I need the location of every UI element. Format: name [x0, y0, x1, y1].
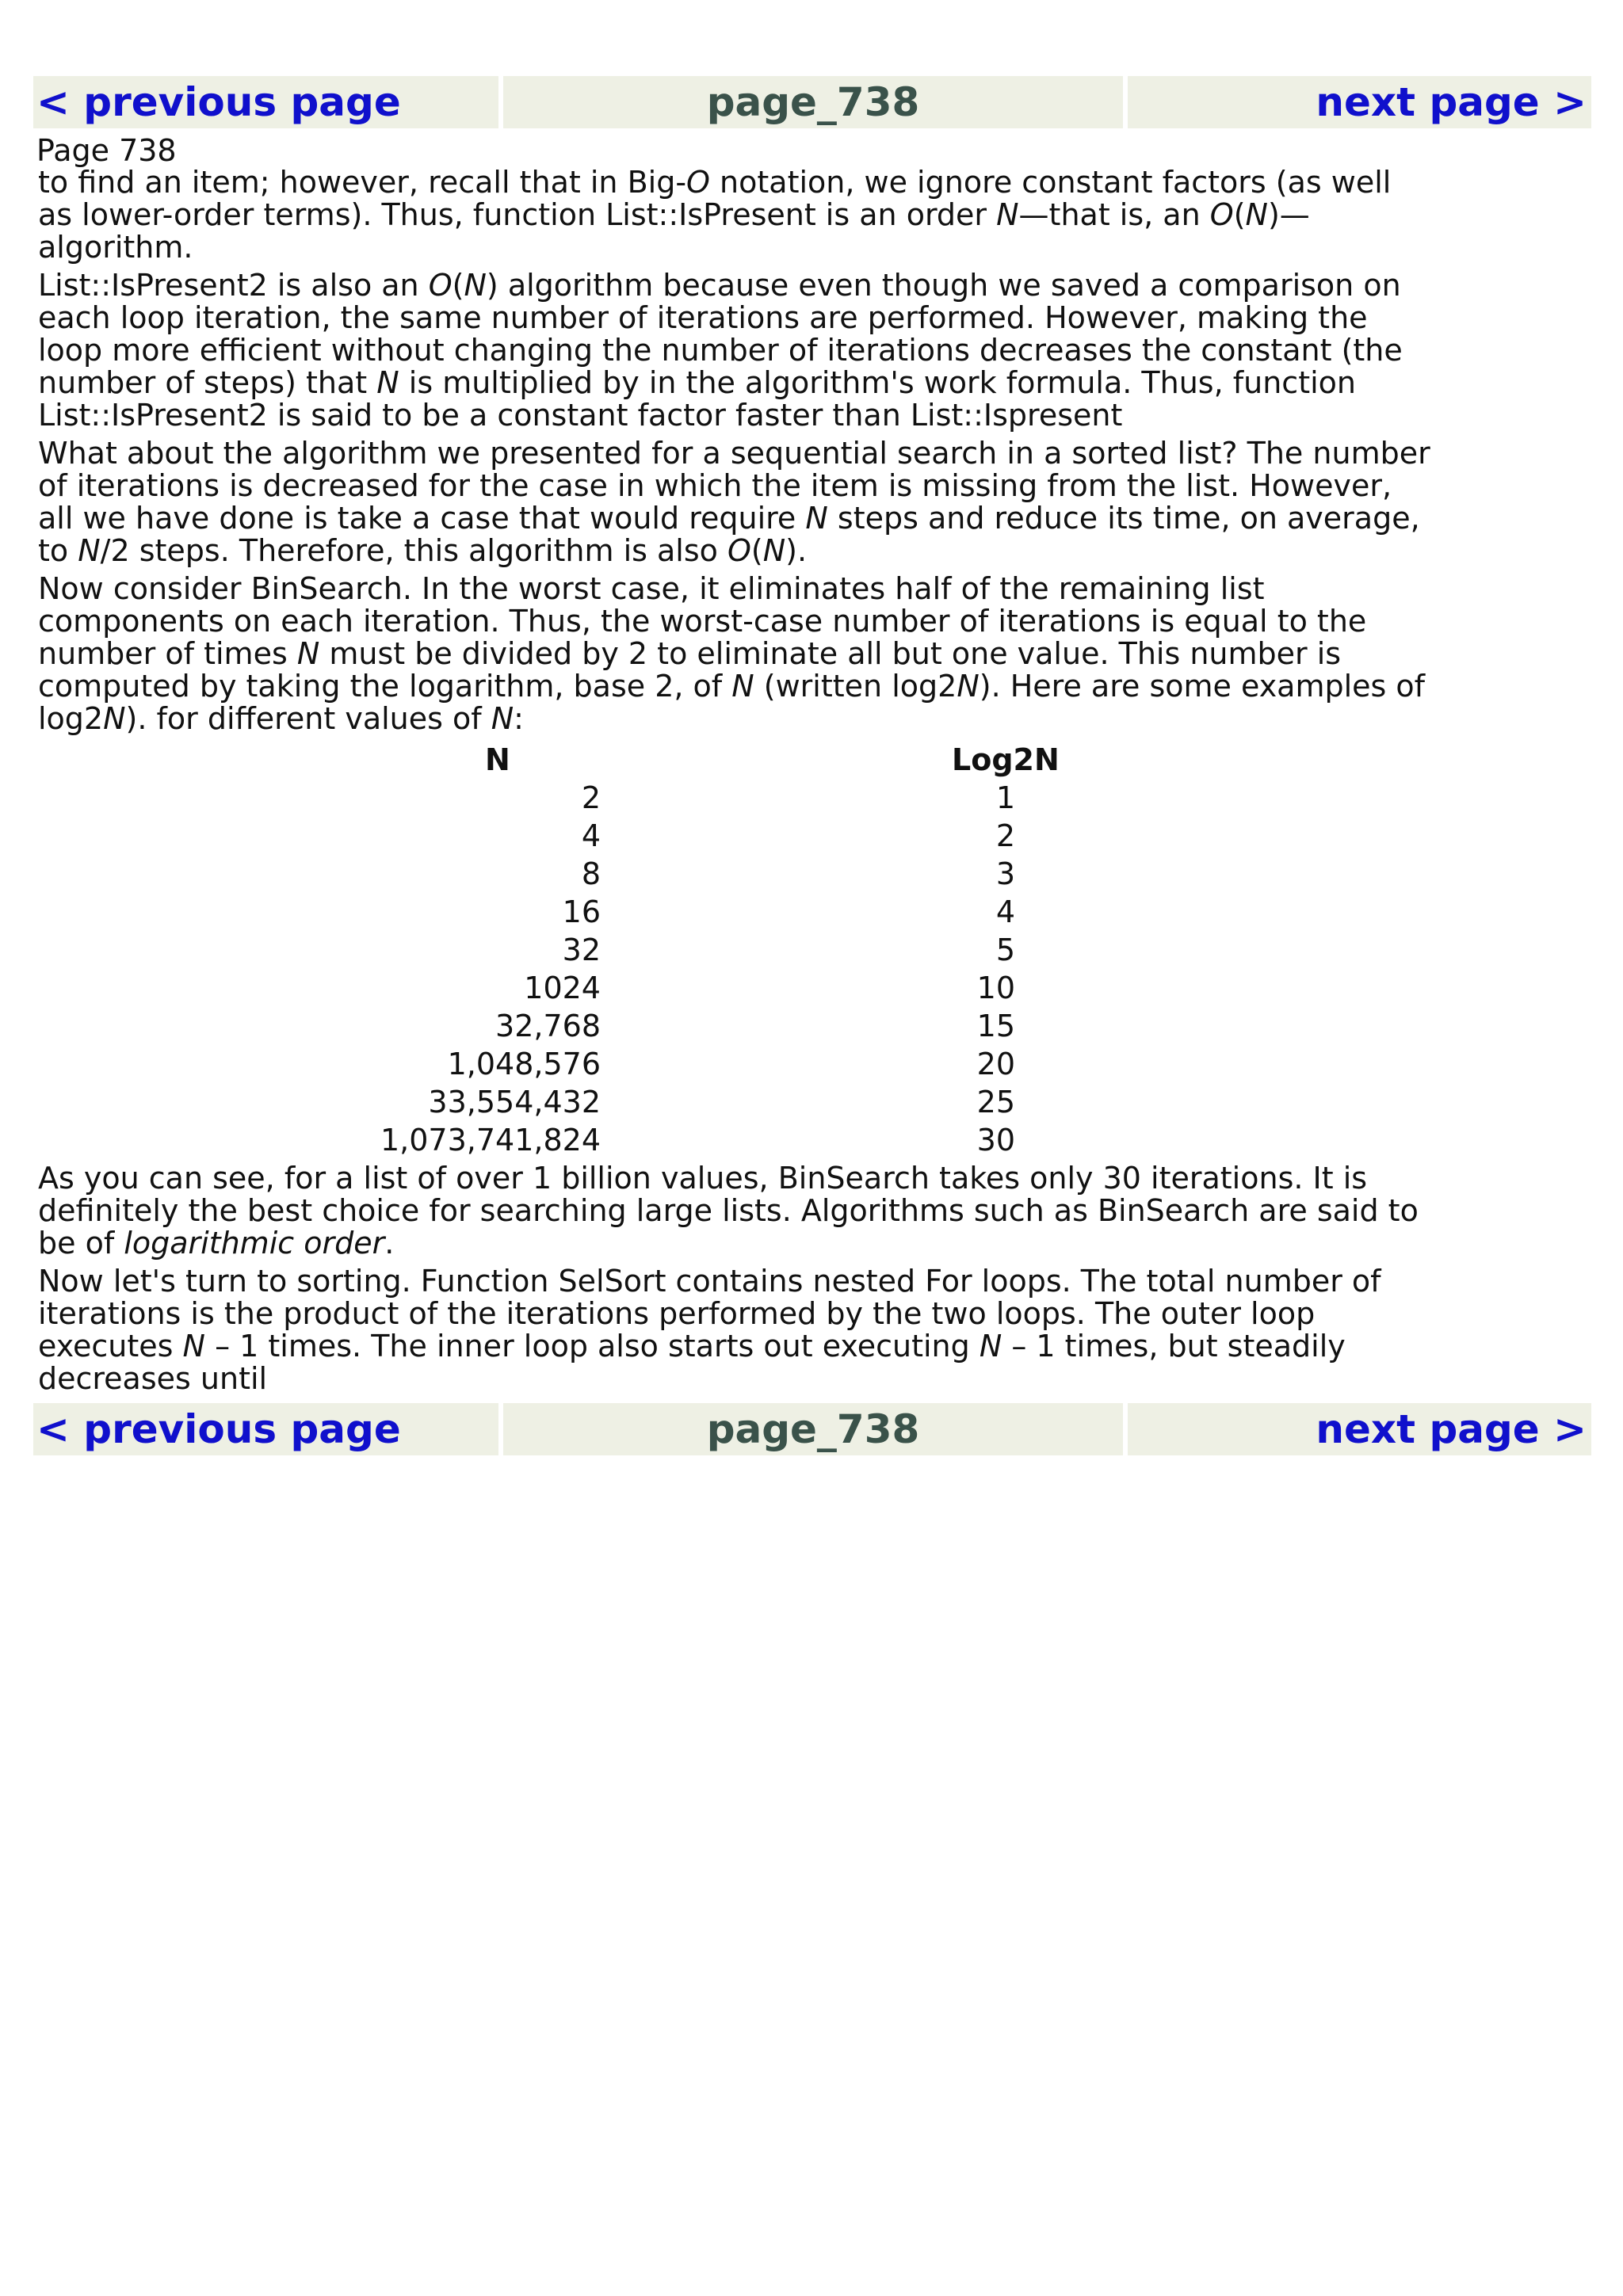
paragraph-6 [38, 1265, 1431, 1395]
italic-run: N [78, 533, 101, 568]
top-nav-prev-cell [33, 76, 498, 128]
text-run: ) algorithm because even though we saved a comparison on each loop iteration, the same number of iterations are performed. However, making the loop more efficient without changing the number of iterations decreases the constant (the number of steps) that [38, 268, 1403, 400]
table-cell-n: 16 [562, 894, 601, 929]
top-nav-title-cell [503, 76, 1123, 128]
bottom-previous-page-link[interactable]: < previous page [36, 1406, 401, 1452]
table-cell-n: 2 [581, 780, 601, 815]
italic-run: O [428, 268, 453, 303]
paragraph-2 [38, 269, 1431, 432]
table-row [36, 931, 1431, 969]
table-cell-log2n: 3 [995, 856, 1015, 891]
text-run: ( [452, 268, 464, 303]
table-cell-log2n: 30 [976, 1123, 1015, 1158]
italic-run: O [727, 533, 751, 568]
table-cell-log2n: 25 [976, 1085, 1015, 1119]
table-cell-n: 1,073,741,824 [380, 1123, 601, 1158]
text-run: (written log2 [754, 669, 957, 704]
text-run: /2 steps. Therefore, this algorithm is also [100, 533, 727, 568]
top-page-title: page_738 [706, 79, 920, 125]
table-cell-n: 1,048,576 [447, 1047, 601, 1081]
paragraph-1 [38, 166, 1431, 264]
table-header-log2n: Log2N [952, 742, 1060, 777]
top-navbar [33, 76, 1591, 128]
text-run: steps and reduce its time, on average, to [38, 501, 1420, 568]
paragraph-4 [38, 573, 1431, 735]
italic-run: logarithmic order [124, 1226, 385, 1261]
table-row [36, 1121, 1431, 1159]
page-content [33, 128, 1431, 1403]
bottom-navbar [33, 1403, 1591, 1455]
table-row [36, 855, 1431, 893]
text-run: What about the algorithm we presented for a sequential search in a sorted list? The number of iterations is decreased for the case in which the item is missing from the list. However, all we have done is take a case that would require [38, 436, 1430, 536]
italic-run: N [805, 501, 828, 536]
table-row [36, 1007, 1431, 1045]
text-run: to find an item; however, recall that in Big- [38, 165, 687, 200]
text-run: – 1 times. The inner loop also starts out executing [204, 1329, 980, 1363]
text-run: ( [750, 533, 763, 568]
table-cell-log2n: 10 [976, 971, 1015, 1005]
italic-run: N [103, 701, 126, 736]
table-header-row [36, 741, 1431, 779]
text-run: notation, we ignore constant factors (as well as lower-order terms). Thus, function List::IsPresent is an order [38, 165, 1392, 232]
italic-run: N [491, 701, 514, 736]
text-run: is multiplied by in the algorithm's work formula. Thus, function List::IsPresent2 is said to be a constant factor faster than List::Ispresent [38, 365, 1356, 433]
table-cell-log2n: 1 [995, 780, 1015, 815]
italic-run: N [957, 669, 980, 704]
table-cell-n: 32 [562, 933, 601, 967]
italic-run: O [1209, 197, 1234, 232]
text-run: ). for different values of [125, 701, 491, 736]
table-cell-log2n: 5 [995, 933, 1015, 967]
italic-run: N [182, 1329, 205, 1363]
table-header-n: N [485, 742, 510, 777]
text-run: – 1 times, but steadily decreases until [38, 1329, 1346, 1396]
text-run: : [514, 701, 524, 736]
top-nav-next-cell [1128, 76, 1591, 128]
log2-table [36, 741, 1431, 1158]
table-row [36, 969, 1431, 1007]
text-run: ). Here are some examples of log2 [38, 669, 1426, 736]
italic-run: O [686, 165, 710, 200]
bottom-nav-prev-cell [33, 1403, 498, 1455]
text-run: Now consider BinSearch. In the worst case, it eliminates half of the remaining list components on each iteration. Thus, the worst-case number of iterations is equal to the number of times [38, 571, 1367, 671]
table-row [36, 779, 1431, 817]
italic-run: N [731, 669, 754, 704]
text-run: must be divided by 2 to eliminate all but one value. This number is computed by taking the logarithm, base 2, of [38, 636, 1342, 704]
table-row [36, 893, 1431, 931]
text-run: ). [785, 533, 808, 568]
text-run: As you can see, for a list of over 1 billion values, BinSearch takes only 30 iterations. It is definitely the best choice for searching large lists. Algorithms such as BinSearch are said to be of [38, 1161, 1419, 1261]
table-cell-n: 32,768 [495, 1009, 601, 1043]
italic-run: N [979, 1329, 1002, 1363]
text-run: ( [1233, 197, 1246, 232]
italic-run: N [464, 268, 487, 303]
page-number-label: Page 738 [36, 133, 177, 168]
table-cell-n: 1024 [524, 971, 601, 1005]
italic-run: N [1245, 197, 1268, 232]
italic-run: N [296, 636, 320, 671]
text-run: Now let's turn to sorting. Function SelSort contains nested For loops. The total number of iterations is the product of the iterations performed by the two loops. The outer loop executes [38, 1264, 1381, 1363]
text-run: . [384, 1226, 395, 1261]
text-run: List::IsPresent2 is also an [38, 268, 429, 303]
table-row [36, 1083, 1431, 1121]
italic-run: N [376, 365, 399, 400]
table-cell-n: 33,554,432 [428, 1085, 601, 1119]
table-cell-n: 8 [581, 856, 601, 891]
table-row [36, 817, 1431, 855]
bottom-nav-next-cell [1128, 1403, 1591, 1455]
top-previous-page-link[interactable]: < previous page [36, 79, 401, 125]
table-cell-log2n: 2 [995, 818, 1015, 853]
text-run: )—algorithm. [38, 197, 1310, 265]
table-cell-log2n: 20 [976, 1047, 1015, 1081]
table-row [36, 1045, 1431, 1083]
table-cell-n: 4 [581, 818, 601, 853]
italic-run: N [996, 197, 1019, 232]
bottom-page-title: page_738 [706, 1406, 920, 1452]
bottom-next-page-link[interactable]: next page > [1316, 1406, 1587, 1452]
bottom-nav-title-cell [503, 1403, 1123, 1455]
table-cell-log2n: 15 [976, 1009, 1015, 1043]
table-cell-log2n: 4 [995, 894, 1015, 929]
text-run: —that is, an [1018, 197, 1210, 232]
page [33, 76, 1591, 1455]
paragraph-3 [38, 437, 1431, 567]
paragraph-5 [38, 1162, 1431, 1260]
top-next-page-link[interactable]: next page > [1316, 79, 1587, 125]
italic-run: N [762, 533, 786, 568]
